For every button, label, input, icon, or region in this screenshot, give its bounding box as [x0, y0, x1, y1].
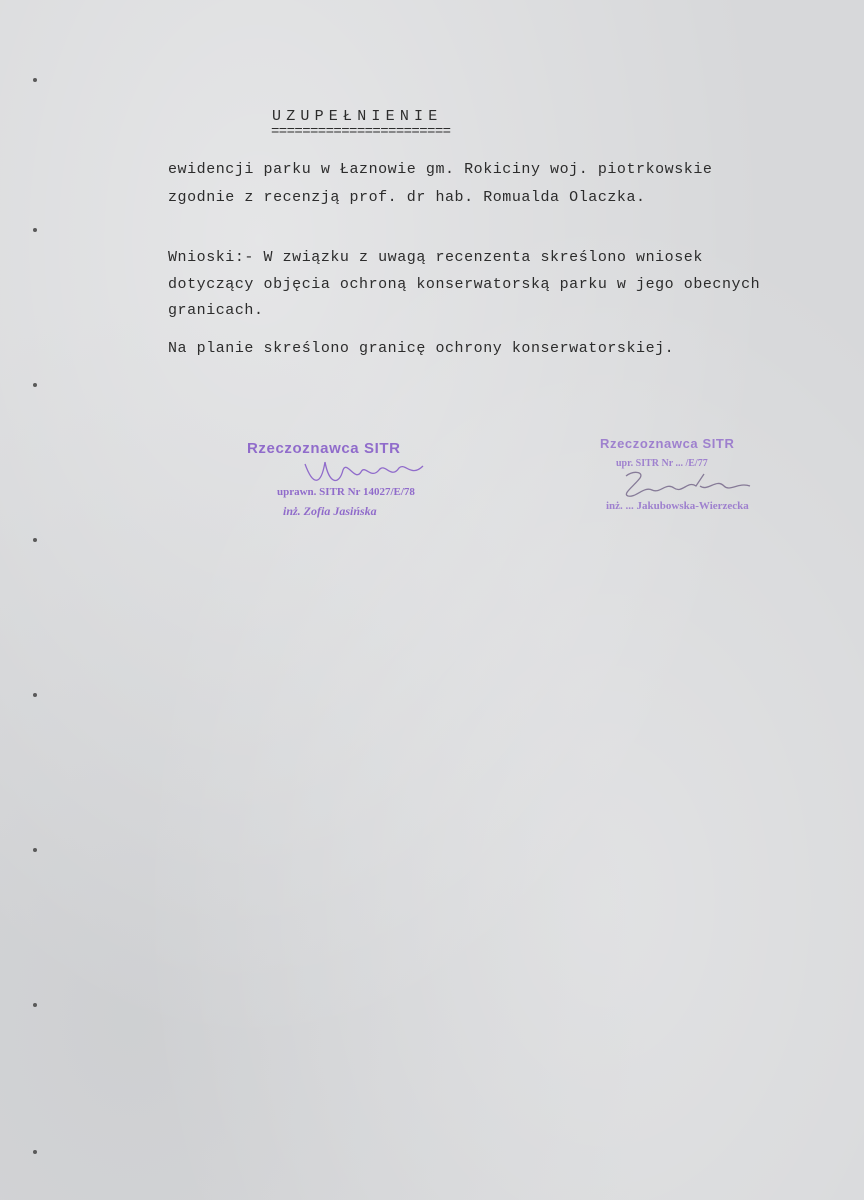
stamp-left — [247, 440, 477, 530]
stamp-title: Rzeczoznawca SITR — [600, 436, 735, 451]
document-title: UZUPEŁNIENIE — [272, 108, 443, 125]
signature-right — [604, 464, 764, 504]
binder-hole — [33, 78, 37, 82]
stamp-right — [600, 436, 790, 526]
stamp-name: inż. Zofia Jasińska — [283, 504, 377, 518]
binder-hole — [33, 1003, 37, 1007]
intro-line: zgodnie z recenzją prof. dr hab. Romualda Olaczka. — [168, 189, 646, 206]
conclusion-line: granicach. — [168, 302, 264, 319]
binder-hole — [33, 693, 37, 697]
conclusion-line: dotyczący objęcia ochroną konserwatorską parku w jego obecnych — [168, 276, 761, 293]
stamp-license: uprawn. SITR Nr 14027/E/78 — [277, 486, 415, 498]
conclusion-line: Wnioski:- W związku z uwagą recenzenta skreślono wniosek — [168, 249, 703, 266]
binder-hole — [33, 538, 37, 542]
binder-hole — [33, 383, 37, 387]
stamp-name: inż. ... Jakubowska-Wierzecka — [606, 500, 749, 512]
intro-line: ewidencji parku w Łaznowie gm. Rokiciny woj. piotrkowskie — [168, 161, 713, 178]
stamp-title: Rzeczoznawca SITR — [247, 440, 401, 457]
signature-left — [299, 456, 429, 490]
title-underline: ======================= — [271, 124, 451, 140]
plan-line: Na planie skreślono granicę ochrony konserwatorskiej. — [168, 340, 675, 357]
binder-hole — [33, 228, 37, 232]
binder-hole — [33, 848, 37, 852]
binder-hole — [33, 1150, 37, 1154]
stamp-license: upr. SITR Nr ... /E/77 — [616, 458, 708, 469]
